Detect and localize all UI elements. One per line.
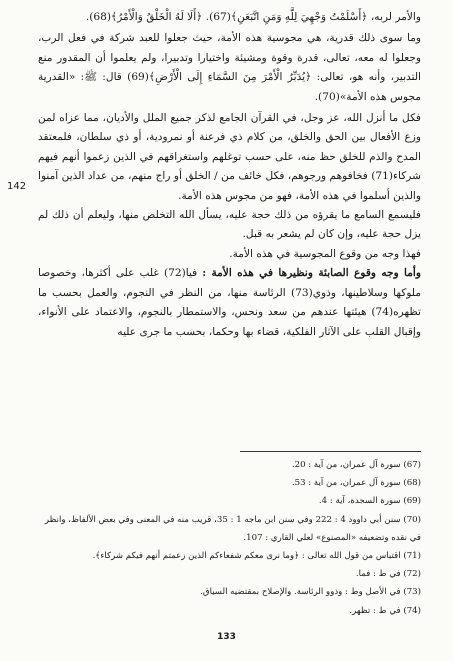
- footnote-74: (74) في ط : تظهر.: [349, 605, 421, 616]
- footnote-73: (73) في الأصل وط : وذوو الرئاسة. والإصلاح بمقتضيه السياق.: [200, 587, 421, 598]
- margin-page-number: 142: [7, 181, 27, 192]
- footnote-71: (71) اقتباس من قول الله تعالى : ﴿وما نرى معكم شفعاءكم الذين زعمتم أنهم فيكم شركاء﴾.: [92, 551, 421, 562]
- page-number: 133: [217, 632, 236, 642]
- section-heading: وأما وجه وقوع الصابئة ونظيرها في هذه الأمة :: [202, 267, 421, 280]
- footnote-70: (70) سنن أبي داوود 4 : 222 وفي سنن ابن ماجه 1 : 35، قريب منه في المعنى وفي بعض الألفاظ، وانظر: [44, 514, 421, 525]
- paragraph-2: وما سوى ذلك قدرية، هي مجوسية هذه الأمة، حيث جعلوا للعبد شركة في فعل الرب، وجعلوا له معه، تعالى، قدرة وقوة ومشيئة واختيارا وتدبيرا، ولم يعلموا أن المقدور منع التدبير، وأنه هو، تعالى: ﴿يُدَبِّرُ الْأَمْرَ مِنَ السَّمَاءِ إِلَى الْأَرْضِ﴾(69) قال: ﷺ: «القدرية مجوس هذه الأمة»(70).: [38, 32, 421, 103]
- paragraph-1: والأمر لربه، ﴿أَسْلَمْتُ وَجْهِيَ لِلَّهِ وَمَنِ اتَّبَعَنِ﴾(67). ﴿أَلَا لَهُ الْخَلْقُ وَالْأَمْرُ﴾(68).: [85, 11, 421, 23]
- paragraph-6-text: فيا(72) غلب على أكثرها، وخصوصا ملوكها وسلاطينها، وذوي(73) الرئاسة منها، من النظر في النجوم، والعمل بحسب ما تظهره(74) هيئتها عندهم من سعد ونحس، والاستمطار بالنجوم، والاعتماد على الأنواء، وإقبال القلب على الآثار الفلكية، قضاء بها وحكما، بحسب ما جرى عليه: [38, 267, 421, 338]
- footnotes: [38, 456, 421, 620]
- paragraph-5: فهذا وجه من وقوع المجوسية في هذه الأمة.: [229, 247, 421, 260]
- footnote-72: (72) في ط : فما.: [355, 569, 421, 580]
- main-text: [38, 8, 421, 342]
- footnote-69: (69) سورة السجدة، آية : 4.: [318, 496, 421, 507]
- paragraph-3: فكل ما أنزل الله، عز وجل، في القرآن الجامع لذكر جميع الملل والأديان، مما عزاه لمن وزع الأفعال بين الحق والخلق، من كلام ذي فرعنة أو نمرودية، أو ذي سلطان، فلمعتقد المدح والذم للخلق حظ منه، على حسب توغلهم واستغراقهم في الذين زعموا أنهم فيهم شركاء(71) فخافوهم ورجوهم، فكل خائف من / الخلق أو راج منهم، من عداد الذين آمنوا والذين أسلموا في هذه الأمة، فهو من مجوس هذه الأمة.: [38, 112, 421, 202]
- footnote-67: (67) سورة آل عمران، من آية : 20.: [291, 460, 421, 470]
- paragraph-4: فليسمع السامع ما يقرؤه من ذلك حجة عليه، يسأل الله التخلص منها، وليعلم أن ذلك لم يزل حجة عليه، وإن كان لم يشعر به قبل.: [38, 209, 421, 241]
- footnote-68: (68) سورة آل عمران، من آية : 53.: [291, 478, 421, 489]
- footnote-70-continued: في نقده وتضعيفه «المصنوع» لعلي القاري : 107.: [243, 532, 421, 543]
- footnote-divider: [240, 451, 421, 452]
- paragraph-6: [38, 264, 421, 342]
